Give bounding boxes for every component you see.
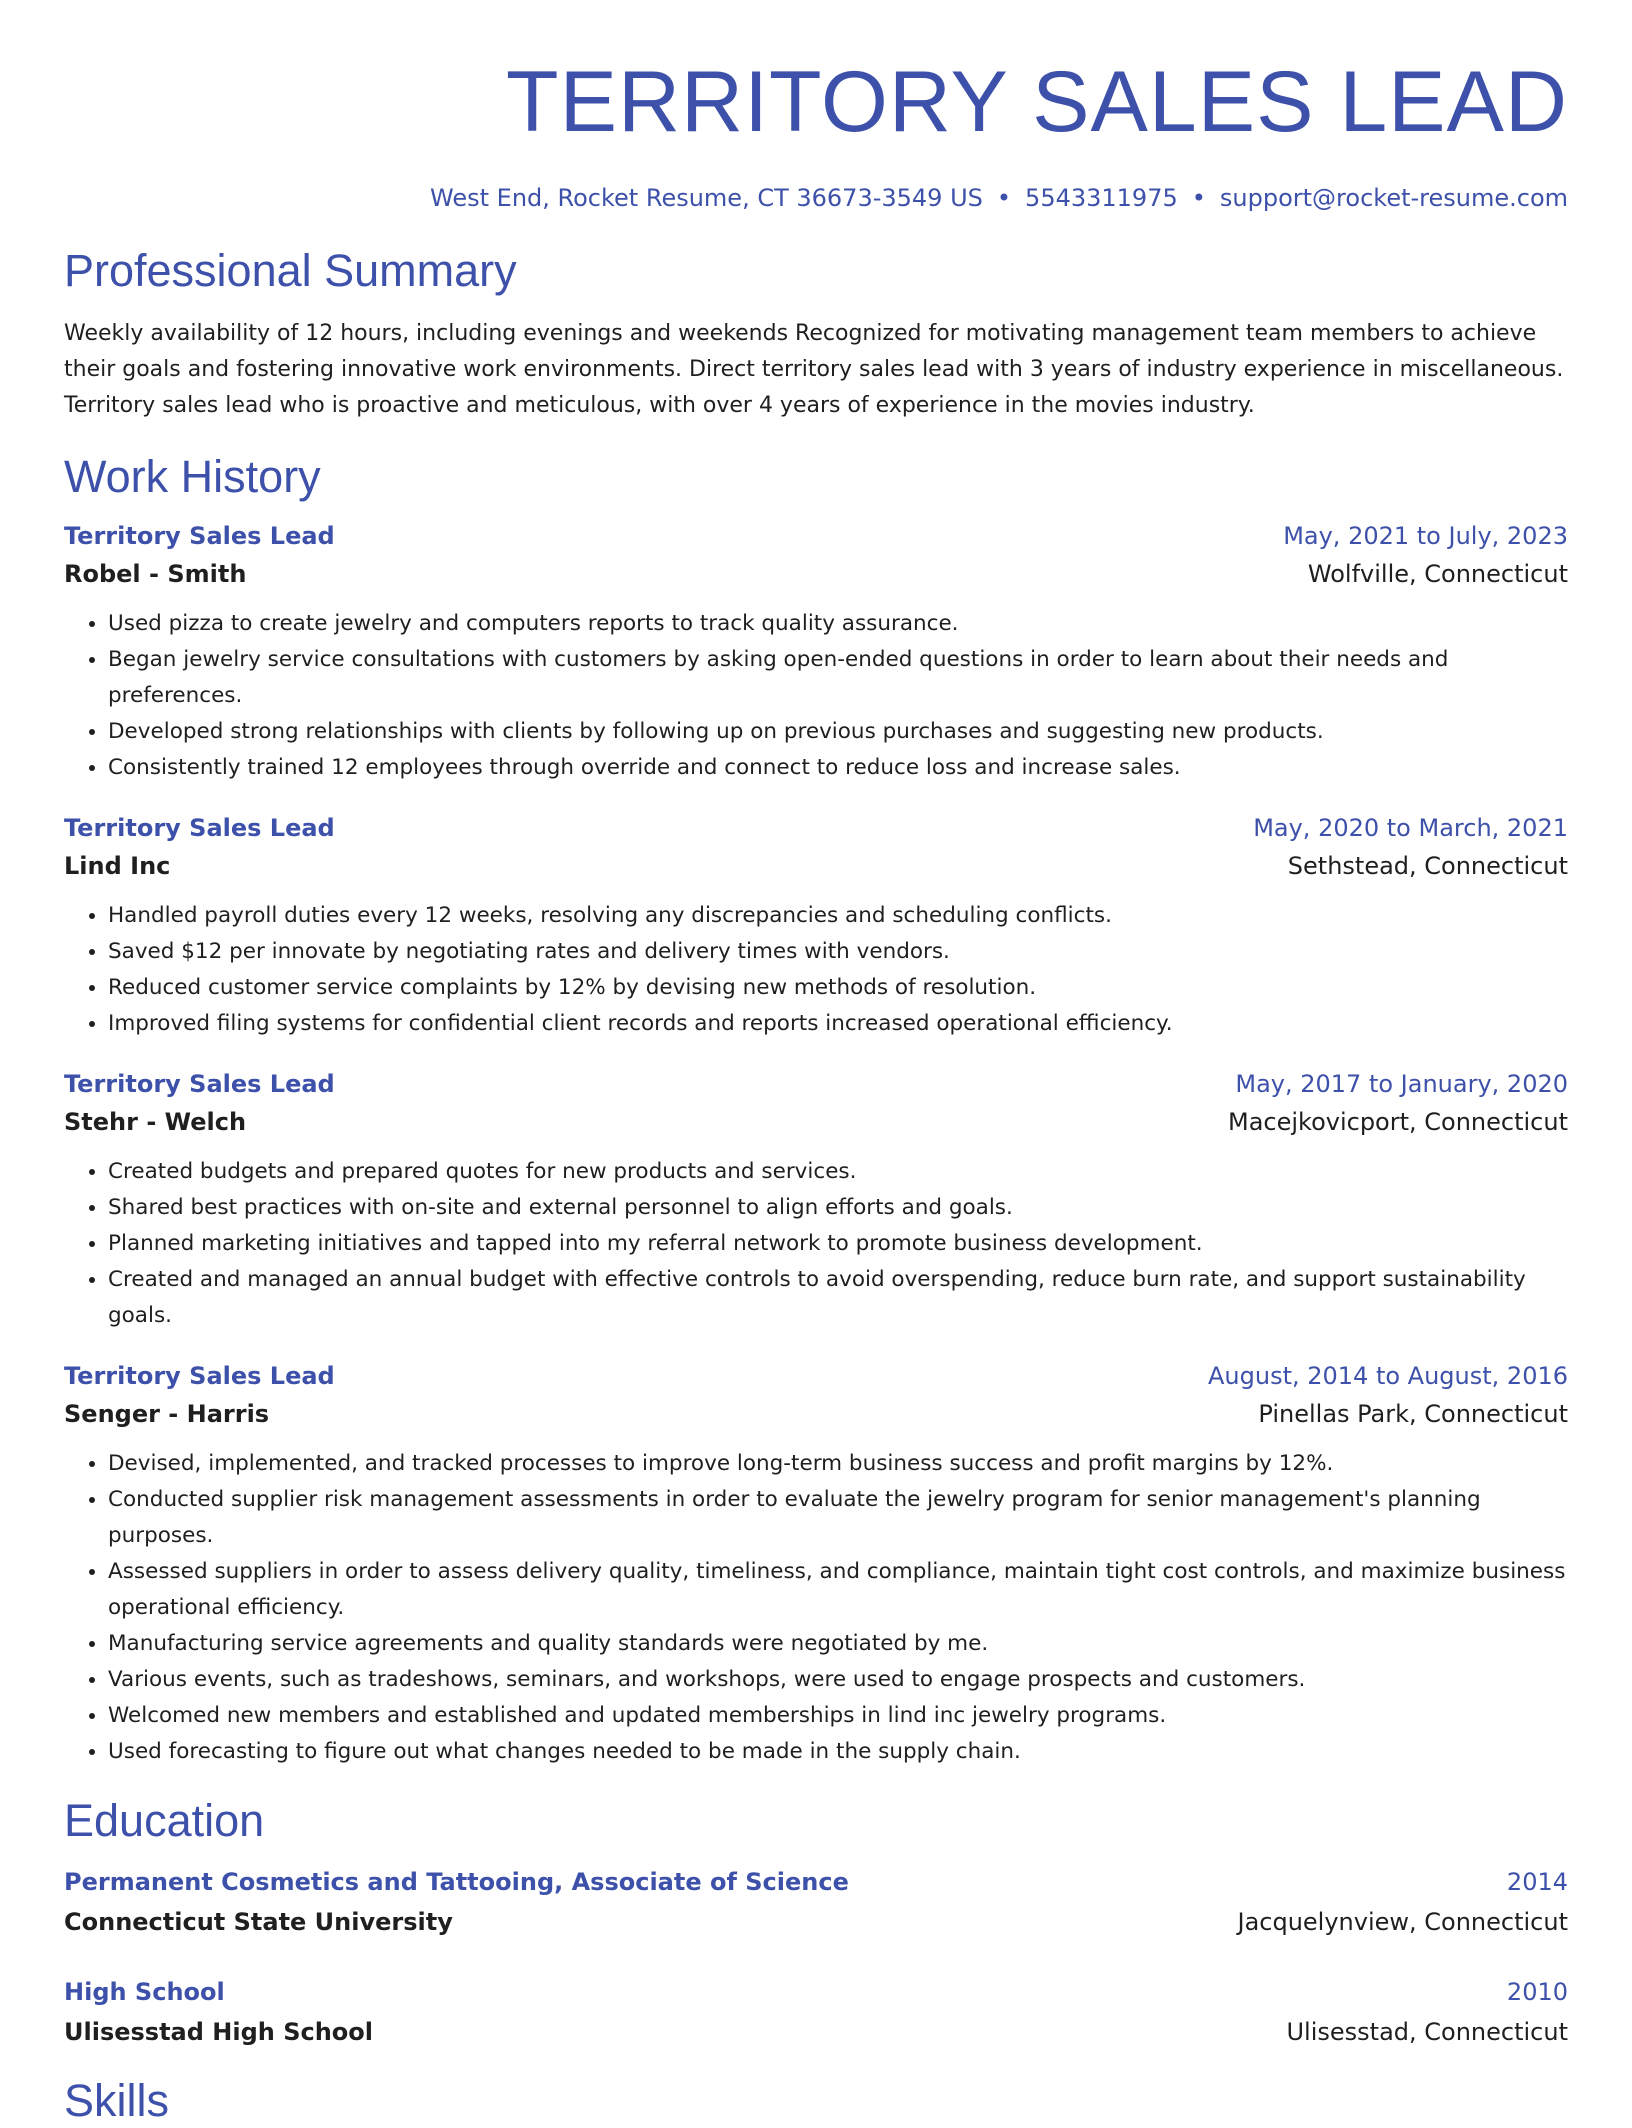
resume-page [64,0,1568,2128]
job-bullet: • Developed strong relationships with clients by following up on previous purchases and suggesting new products. [108,714,1568,750]
education-year: 2010 [1506,1978,1568,2006]
summary-heading: Professional Summary [64,245,517,296]
job-bullet: • Manufacturing service agreements and quality standards were negotiated by me. [108,1626,1568,1662]
summary-text: Weekly availability of 12 hours, including evenings and weekends Recognized for motivating management team members to achieve their goals and fostering innovative work environments. Direct territory sales lead with 3 years of industry experience in miscellaneous. Territory sales lead who is proactive and meticulous, with over 4 years of experience in the movies industry. [64,321,1564,418]
job-dates: August, 2014 to August, 2016 [1208,1362,1568,1390]
resume-name: TERRITORY SALES LEAD [506,54,1568,150]
job-bullet: • Saved $12 per innovate by negotiating rates and delivery times with vendors. [108,934,1568,970]
job-bullet: • Used pizza to create jewelry and computers reports to track quality assurance. [108,606,1568,642]
job-company: Senger - Harris [64,1400,270,1428]
education-location: Jacquelynview, Connecticut [1237,1908,1568,1936]
job-dates: May, 2021 to July, 2023 [1283,522,1568,550]
contact-line [64,182,1568,214]
contact-email: support@rocket-resume.com [1219,184,1568,212]
job-bullet: • Created and managed an annual budget with effective controls to avoid overspending, reduce burn rate, and support sustainability goals. [108,1262,1568,1334]
job-bullet: • Improved filing systems for confidential client records and reports increased operational efficiency. [108,1006,1568,1042]
job-bullets [64,1154,1568,1334]
education-degree: Permanent Cosmetics and Tattooing, Associate of Science [64,1868,849,1896]
job-entry [64,810,1568,1042]
contact-address: West End, Rocket Resume, CT 36673-3549 US [430,184,983,212]
job-location: Macejkovicport, Connecticut [1227,1108,1568,1136]
job-entry [64,1066,1568,1334]
job-bullet: • Consistently trained 12 employees through override and connect to reduce loss and increase sales. [108,750,1568,786]
job-dates: May, 2020 to March, 2021 [1253,814,1568,842]
job-bullet: • Handled payroll duties every 12 weeks, resolving any discrepancies and scheduling conflicts. [108,898,1568,934]
education-heading: Education [64,1795,265,1846]
job-dates: May, 2017 to January, 2020 [1235,1070,1568,1098]
job-bullets [64,606,1568,786]
job-bullet: • Various events, such as tradeshows, seminars, and workshops, were used to engage prospects and customers. [108,1662,1568,1698]
job-bullet: • Planned marketing initiatives and tapped into my referral network to promote business development. [108,1226,1568,1262]
job-bullet: • Used forecasting to figure out what changes needed to be made in the supply chain. [108,1734,1568,1770]
job-bullet: • Assessed suppliers in order to assess delivery quality, timeliness, and compliance, maintain tight cost controls, and maximize business operational efficiency. [108,1554,1568,1626]
job-bullet: • Began jewelry service consultations with customers by asking open-ended questions in order to learn about their needs and preferences. [108,642,1568,714]
job-bullet: • Welcomed new members and established and updated memberships in lind inc jewelry programs. [108,1698,1568,1734]
job-location: Pinellas Park, Connecticut [1258,1400,1568,1428]
contact-phone: 5543311975 [1025,184,1178,212]
job-location: Sethstead, Connecticut [1287,852,1568,880]
skills-heading: Skills [64,2075,170,2126]
education-location: Ulisesstad, Connecticut [1286,2018,1568,2046]
job-bullet: • Conducted supplier risk management assessments in order to evaluate the jewelry program for senior management's planning purposes. [108,1482,1568,1554]
work-history-heading: Work History [64,451,321,502]
job-bullet: • Shared best practices with on-site and external personnel to align efforts and goals. [108,1190,1568,1226]
job-bullet: • Reduced customer service complaints by 12% by devising new methods of resolution. [108,970,1568,1006]
job-bullet: • Created budgets and prepared quotes for new products and services. [108,1154,1568,1190]
job-title: Territory Sales Lead [64,1362,335,1390]
job-title: Territory Sales Lead [64,1070,335,1098]
contact-separator: • [1191,184,1206,212]
education-entry [64,1974,1568,2054]
job-location: Wolfville, Connecticut [1307,560,1568,588]
education-degree: High School [64,1978,225,2006]
job-company: Lind Inc [64,852,171,880]
education-entry [64,1864,1568,1944]
job-bullets [64,898,1568,1042]
job-title: Territory Sales Lead [64,814,335,842]
job-entry [64,1358,1568,1770]
education-school: Ulisesstad High School [64,2018,374,2046]
education-year: 2014 [1506,1868,1568,1896]
job-company: Robel - Smith [64,560,247,588]
job-title: Territory Sales Lead [64,522,335,550]
education-school: Connecticut State University [64,1908,453,1936]
contact-separator: • [996,184,1012,212]
job-entry [64,518,1568,786]
job-company: Stehr - Welch [64,1108,247,1136]
job-bullets [64,1446,1568,1770]
job-bullet: • Devised, implemented, and tracked processes to improve long-term business success and profit margins by 12%. [108,1446,1568,1482]
